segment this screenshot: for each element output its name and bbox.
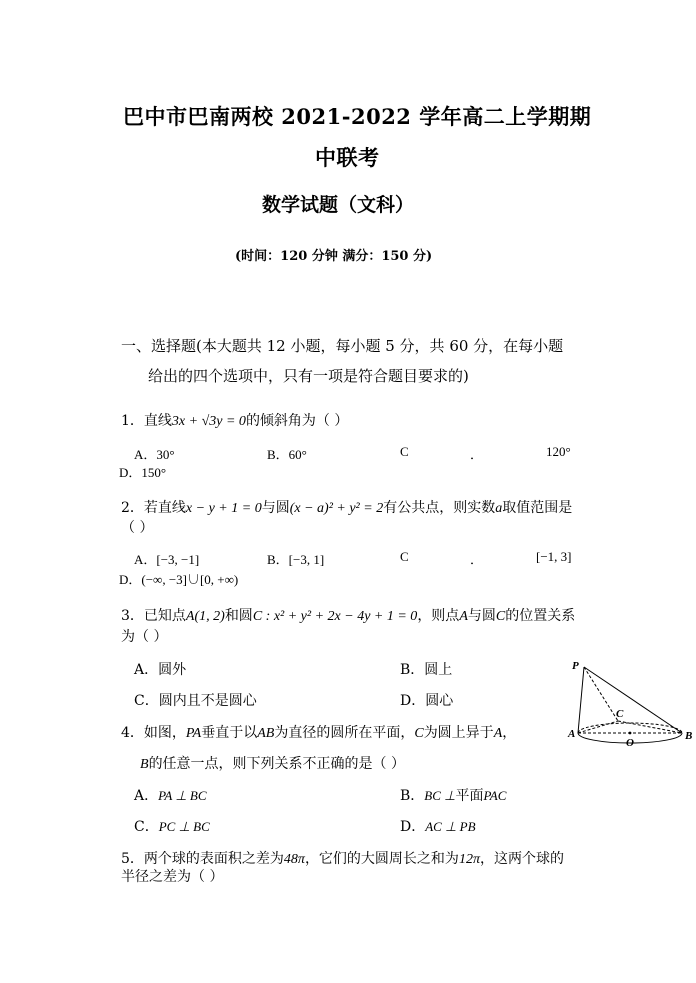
- q4-option-d-expr: AC ⊥ PB: [425, 819, 476, 834]
- q3-line2: 为（ ）: [121, 629, 168, 645]
- question-2: [121, 497, 572, 517]
- q5-post: ，这两个球的: [479, 851, 564, 867]
- q4-option-b-expr2: PAC: [483, 788, 507, 803]
- q3-post: ，则点: [417, 608, 460, 624]
- q4-option-c-expr: PC ⊥ BC: [158, 819, 210, 834]
- exam-meta: (时间：120 分钟 满分：150 分): [235, 249, 433, 264]
- q3-circle-c: C: [495, 609, 506, 624]
- q2-option-c-value: [−1, 3]: [536, 549, 572, 564]
- exam-subject: 数学试题（文科）: [262, 194, 415, 216]
- q4-b: B: [140, 757, 149, 772]
- figure-line-pc: [584, 667, 618, 721]
- q5-value2: 12π: [458, 852, 480, 867]
- q3-point-a: A: [459, 609, 468, 624]
- q3-stem-pre: 3．已知点: [121, 608, 186, 624]
- q3-option-d: D．圆心: [400, 693, 454, 709]
- q2-option-c-dot: ．: [470, 552, 484, 567]
- q3-post2: 与圆: [467, 608, 496, 624]
- q3-circle: C : x² + y² + 2x − 4y + 1 = 0: [252, 609, 418, 624]
- q2-var: a: [495, 501, 503, 516]
- q4-option-b-expr: BC ⊥: [424, 788, 456, 803]
- q4-line2-post: 的任意一点，则下列关系不正确的是（ ）: [148, 756, 406, 772]
- section-heading-continued: 给出的四个选项中，只有一项是符合题目要求的): [148, 367, 469, 385]
- q4-post: 为圆上异于: [423, 725, 494, 741]
- q5-pre: 5．两个球的表面积之差为: [121, 851, 284, 867]
- q2-post: 有公共点，则实数: [383, 500, 496, 516]
- q3-post3: 的位置关系: [505, 608, 576, 624]
- q2-stem-pre: 2．若直线: [121, 500, 186, 516]
- q4-comma: ，: [502, 725, 517, 741]
- q4-option-d: [400, 816, 476, 836]
- q4-option-a-expr: PA ⊥ BC: [158, 788, 207, 803]
- page-title-continued: 中联考: [315, 145, 380, 170]
- figure-line-ac: [578, 721, 618, 733]
- q4-option-b: [400, 785, 506, 805]
- figure-label-a: A: [568, 728, 576, 740]
- figure-label-p: P: [572, 660, 579, 672]
- q4-a: A: [493, 726, 503, 741]
- q4-option-a-label: A．: [134, 788, 159, 804]
- q2-line-equation: x − y + 1 = 0: [185, 501, 262, 516]
- q5-mid: ，它们的大圆周长之和为: [304, 851, 459, 867]
- q3-option-b: B．圆上: [400, 662, 453, 678]
- figure-line-pa: [578, 667, 584, 733]
- q4-ab: AB: [257, 726, 275, 741]
- q2-option-d: D．(−∞, −3]∪[0, +∞): [119, 572, 239, 587]
- q2-circle-equation: (x − a)² + y² = 2: [289, 501, 384, 516]
- q3-mid: 和圆: [224, 608, 253, 624]
- q4-pre: 4．如图，: [121, 725, 186, 741]
- question-1: [121, 410, 348, 430]
- question-3: [121, 605, 575, 625]
- q1-option-c-letter: C: [400, 444, 409, 459]
- question-4: [121, 722, 516, 742]
- q5-line2: 半径之差为（ ）: [121, 869, 224, 885]
- q4-option-a: [134, 785, 207, 805]
- section-heading: 一、选择题(本大题共 12 小题，每小题 5 分，共 60 分，在每小题: [121, 337, 564, 355]
- q4-mid: 垂直于以: [201, 725, 258, 741]
- q4-c: C: [414, 726, 424, 741]
- q1-option-b: B．60°: [267, 447, 307, 462]
- q1-stem-pre: 1．直线: [121, 413, 172, 429]
- q4-option-c-label: C．: [134, 819, 159, 835]
- q2-paren: （ ）: [121, 520, 154, 536]
- q1-stem-post: 的倾斜角为（ ）: [245, 413, 349, 429]
- figure-center-point: [629, 732, 632, 735]
- q4-option-d-label: D．: [400, 819, 426, 835]
- q4-pa: PA: [185, 726, 202, 741]
- q3-option-a: A．圆外: [134, 662, 187, 678]
- q1-option-c-dot: ．: [470, 447, 484, 462]
- q4-figure: [566, 655, 696, 755]
- figure-label-o: O: [626, 737, 634, 749]
- q2-mid: 与圆: [261, 500, 290, 516]
- figure-label-b: B: [685, 730, 693, 742]
- q3-point: A(1, 2): [185, 609, 225, 624]
- q4-mid2: 为直径的圆所在平面，: [274, 725, 415, 741]
- q4-line2: [140, 753, 405, 773]
- q2-option-a: A．[−3, −1]: [134, 552, 200, 567]
- question-5: [121, 848, 564, 868]
- q2-option-b: B．[−3, 1]: [267, 552, 325, 567]
- page-title: 巴中市巴南两校 2021-2022 学年高二上学期期: [123, 104, 592, 129]
- q1-option-c-value: 120°: [546, 444, 571, 459]
- q1-equation: 3x + √3y = 0: [171, 414, 246, 429]
- q2-option-c-letter: C: [400, 549, 409, 564]
- q4-option-c: [134, 816, 210, 836]
- q1-option-d: D．150°: [119, 465, 167, 480]
- q4-option-b-label: B．: [400, 788, 425, 804]
- q2-post2: 取值范围是: [502, 500, 573, 516]
- q1-option-a: A．30°: [134, 447, 175, 462]
- q4-option-b-text: 平面: [455, 788, 484, 804]
- q5-value1: 48π: [283, 852, 305, 867]
- q3-option-c: C．圆内且不是圆心: [134, 693, 257, 709]
- figure-label-c: C: [616, 708, 624, 720]
